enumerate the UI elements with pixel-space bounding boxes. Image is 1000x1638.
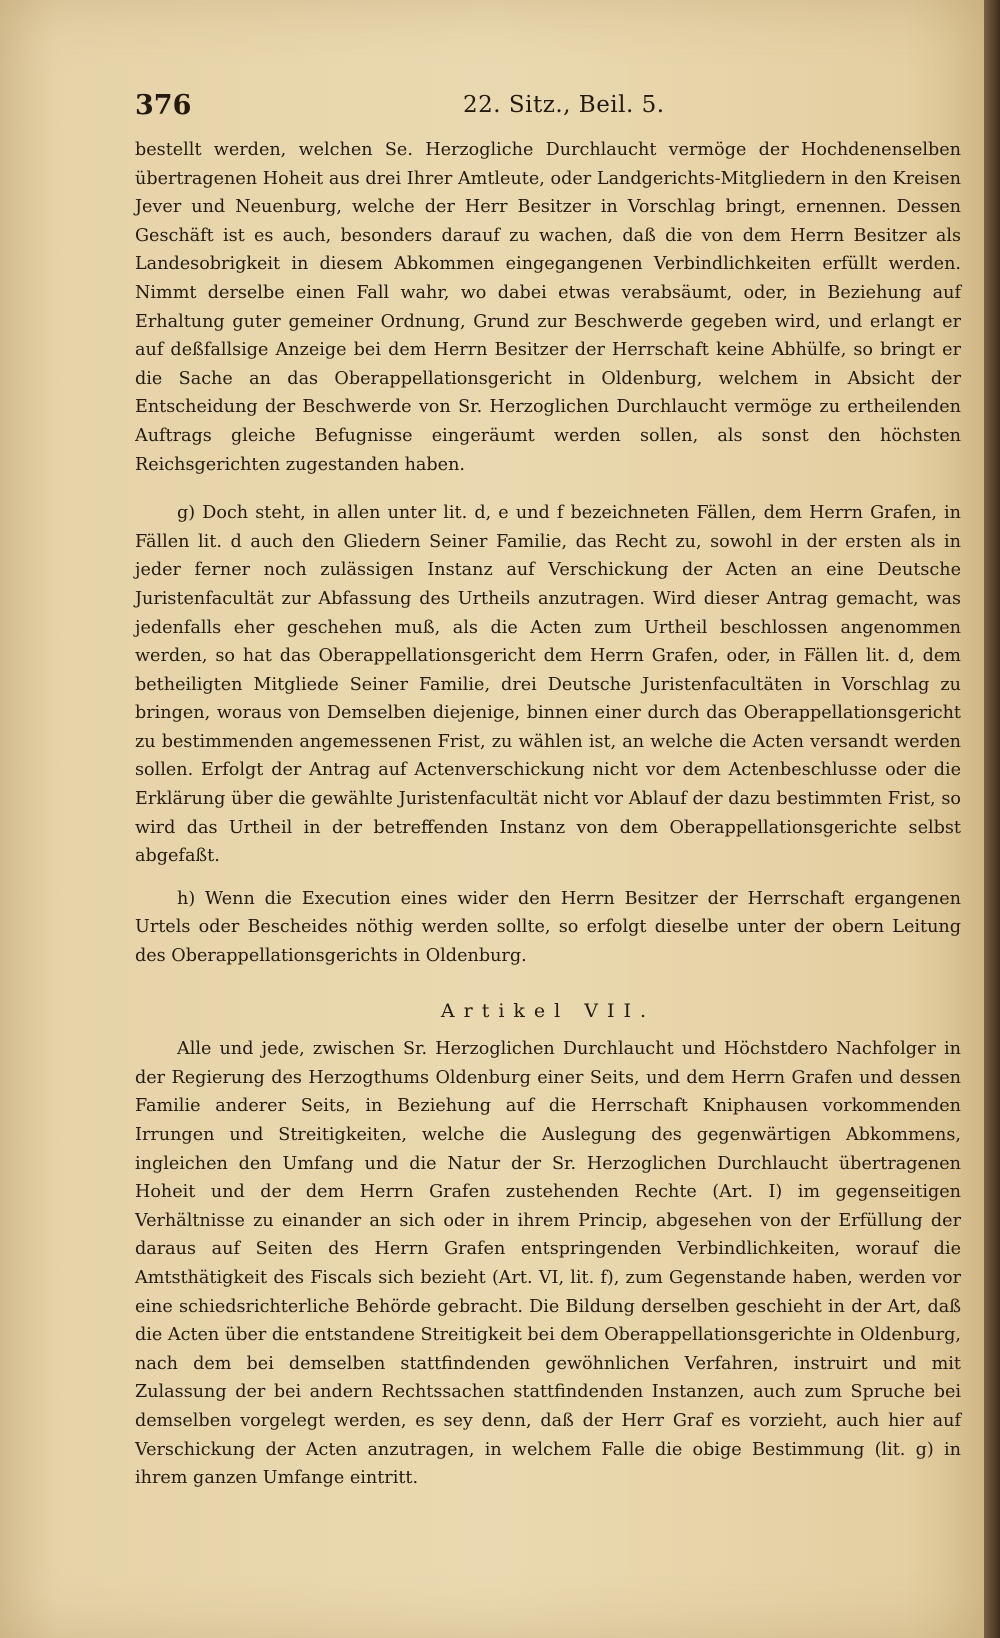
page-header xyxy=(135,90,961,124)
book-edge xyxy=(984,0,1000,1638)
article-heading: Artikel VII. xyxy=(440,999,656,1022)
paragraph-h: h) Wenn die Execution eines wider den Herrn Besitzer der Herrschaft ergangenen Urtels oder Bescheides nöthig werden sollte, so erfolgt dieselbe unter der obern Leitung des Oberappellationsgerichts in Oldenburg. xyxy=(135,888,961,967)
paragraph-f-continuation: bestellt werden, welchen Se. Herzogliche Durchlaucht vermöge der Hochdenenselben übertragenen Hoheit aus drei Ihrer Amtleute, oder Landgerichts-Mitgliedern in den Kreisen Jever und Neuenburg, welche der Herr Besitzer in Vorschlag bringt, ernennen. Dessen Geschäft ist es auch, besonders darauf zu wachen, daß die von dem Herrn Besitzer als Landesobrigkeit in diesem Abkommen eingegangenen Verbindlichkeiten erfüllt werden. Nimmt derselbe einen Fall wahr, wo dabei etwas verabsäumt, oder, in Beziehung auf Erhaltung guter gemeiner Ordnung, Grund zur Beschwerde gegeben wird, und erlangt er auf deßfallsige Anzeige bei dem Herrn Besitzer der Herrschaft keine Abhülfe, so bringt er die Sache an das Oberappellationsgericht in Oldenburg, welchem in Absicht der Entscheidung der Beschwerde von Sr. Herzoglichen Durchlaucht vermöge zu ertheilenden Auftrags gleiche Befugnisse eingeräumt werden sollen, als sonst den höchsten Reichsgerichten zugestanden haben. xyxy=(135,140,961,475)
body-text xyxy=(135,136,961,1493)
running-head: 22. Sitz., Beil. 5. xyxy=(463,92,665,118)
page-number: 376 xyxy=(135,90,192,121)
paragraph-article-7: Alle und jede, zwischen Sr. Herzoglichen Durchlaucht und Höchstdero Nachfolger in der Regierung des Herzogthums Oldenburg einer Seits, und dem Herrn Grafen und dessen Familie anderer Seits, in Beziehung auf die Herrschaft Kniphausen vorkommenden Irrungen und Streitigkeiten, welche die Auslegung des gegenwärtigen Abkommens, ingleichen den Umfang und die Natur der Sr. Herzoglichen Durchlaucht übertragenen Hoheit und der dem Herrn Grafen zustehenden Rechte (Art. I) im gegenseitigen Verhältnisse zu einander an sich oder in ihrem Princip, abgesehen von der Erfüllung der daraus auf Seiten des Herrn Grafen entspringenden Verbindlichkeiten, worauf die Amtsthätigkeit des Fiscals sich bezieht (Art. VI, lit. f), zum Gegenstande haben, werden vor eine schiedsrichterliche Behörde gebracht. Die Bildung derselben geschieht in der Art, daß die Acten über die entstandene Streitigkeit bei dem Oberappellationsgerichte in Oldenburg, nach dem bei demselben stattfindenden gewöhnlichen Verfahren, instruirt und mit Zulassung der bei andern Rechtssachen stattfindenden Instanzen, auch zum Spruche bei demselben vorgelegt werden, es sey denn, daß der Herr Graf es vorzieht, auch hier auf Verschickung der Acten anzutragen, in welchem Falle die obige Bestimmung (lit. g) in ihrem ganzen Umfange eintritt. xyxy=(135,1039,962,1489)
paragraph-g: g) Doch steht, in allen unter lit. d, e und f bezeichneten Fällen, dem Herrn Grafen, in Fällen lit. d auch den Gliedern Seiner Familie, das Recht zu, sowohl in der ersten als in jeder ferner noch zulässigen Instanz auf Verschickung der Acten an eine Deutsche Juristenfacultät zur Abfassung des Urtheils anzutragen. Wird dieser Antrag gemacht, was jedenfalls eher geschehen muß, als die Acten zum Urtheil beschlossen angenommen werden, so hat das Oberappellationsgericht dem Herrn Grafen, oder, in Fällen lit. d, dem betheiligten Mitgliede Seiner Familie, drei Deutsche Juristenfacultäten in Vorschlag zu bringen, woraus von Demselben diejenige, binnen einer durch das Oberappellationsgericht zu bestimmenden angemessenen Frist, zu wählen ist, an welche die Acten versandt werden sollen. Erfolgt der Antrag auf Actenverschickung nicht vor dem Actenbeschlusse oder die Erklärung über die gewählte Juristenfacultät nicht vor Ablauf der dazu bestimmten Frist, so wird das Urtheil in der betreffenden Instanz von dem Oberappellationsgerichte selbst abgefaßt. xyxy=(135,503,961,867)
